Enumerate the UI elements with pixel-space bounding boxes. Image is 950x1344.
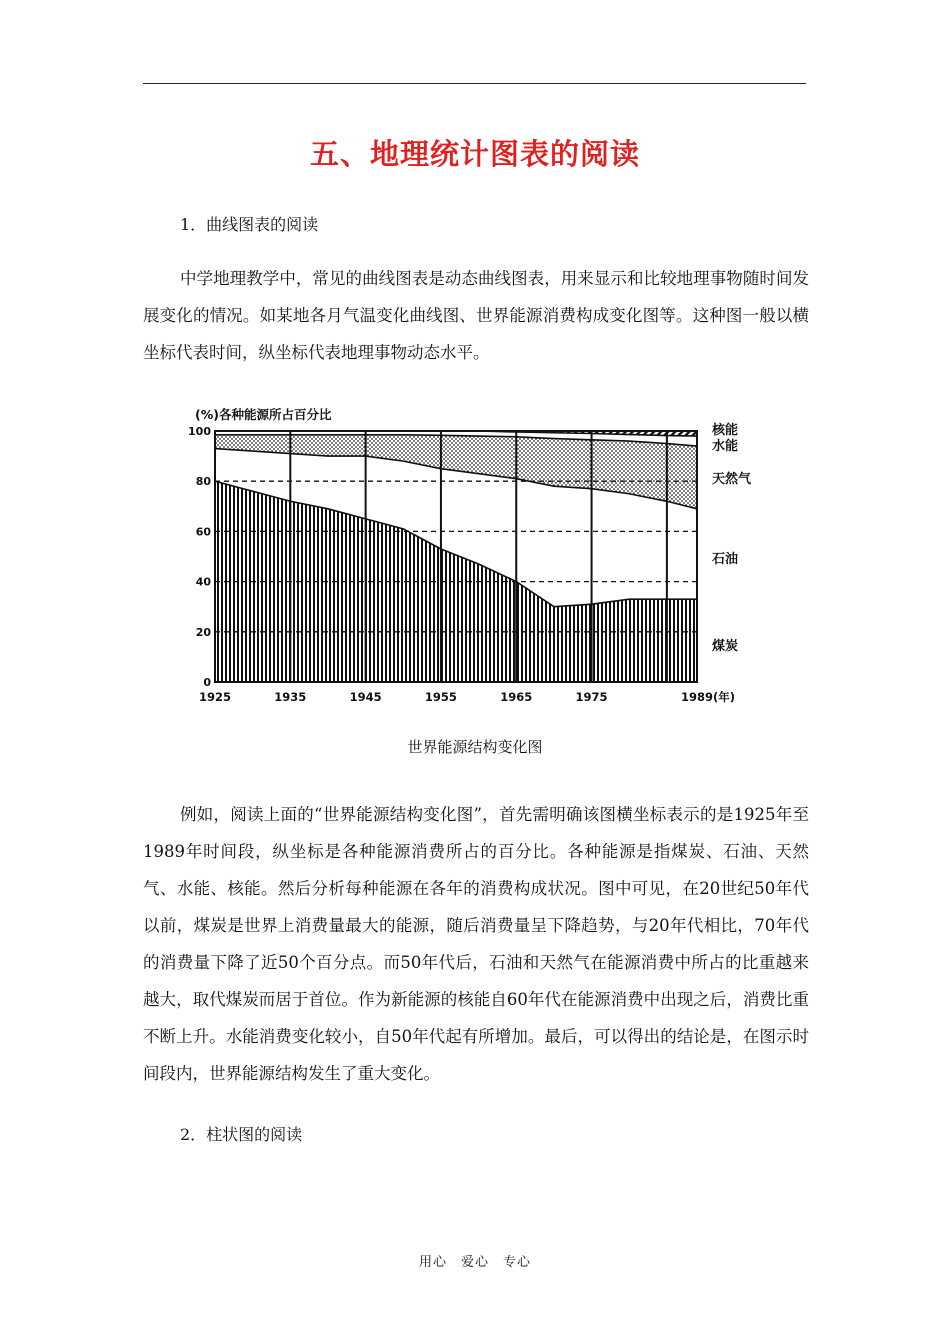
section-heading-2: 2．柱状图的阅读: [180, 1125, 303, 1144]
x-tick-label: 1965: [500, 690, 533, 704]
x-tick-label: 1989(年): [681, 690, 736, 704]
header-rule: [143, 83, 806, 84]
x-tick-label: 1945: [349, 690, 382, 704]
y-tick-label: 80: [195, 475, 211, 489]
paragraph-analysis: 例如，阅读上面的“世界能源结构变化图”，首先需明确该图横坐标表示的是1925年至1989年时间段，纵坐标是各种能源消费所占的百分比。各种能源是指煤炭、石油、天然气、水能、核能。然后分析每种能源在各年的消费构成状况。图中可见，在20世纪50年代以前，煤炭是世界上消费量最大的能源，随后消费量呈下降趋势，与20年代相比，70年代的消费量下降了近50个百分点。而50年代后，石油和天然气在能源消费中所占的比重越来越大，取代煤炭而居于首位。作为新能源的核能自60年代在能源消费中出现之后，消费比重不断上升。水能消费变化较小，自50年代起有所增加。最后，可以得出的结论是，在图示时间段内，世界能源结构发生了重大变化。: [143, 805, 809, 1083]
energy-structure-chart: [185, 404, 775, 714]
y-tick-label: 0: [203, 676, 211, 689]
series-label: 煤炭: [712, 639, 739, 654]
series-label: 核能: [712, 423, 739, 438]
x-tick-label: 1935: [274, 690, 307, 704]
y-tick-label: 100: [188, 425, 211, 438]
section-heading-1: 1．曲线图表的阅读: [180, 215, 319, 234]
x-tick-label: 1955: [424, 690, 457, 704]
y-tick-label: 60: [195, 525, 211, 539]
y-tick-label: 20: [195, 625, 211, 639]
y-tick-label: 40: [195, 575, 211, 589]
series-label: 石油: [712, 552, 739, 567]
y-axis-title: (%)各种能源所占百分比: [195, 407, 332, 422]
page-title: 五、地理统计图表的阅读: [309, 137, 640, 171]
paragraph-intro: 中学地理教学中，常见的曲线图表是动态曲线图表，用来显示和比较地理事物随时间发展变化的情况。如某地各月气温变化曲线图、世界能源消费构成变化图等。这种图一般以横坐标代表时间，纵坐标代表地理事物动态水平。: [143, 269, 809, 362]
page-footer: 用心 爱心 专心: [418, 1255, 531, 1270]
series-label: 天然气: [712, 472, 752, 487]
x-tick-label: 1975: [575, 690, 608, 704]
series-label: 水能: [712, 439, 739, 454]
chart-caption: 世界能源结构变化图: [407, 738, 543, 756]
x-tick-label: 1925: [198, 690, 232, 704]
chart-svg: [185, 404, 775, 714]
